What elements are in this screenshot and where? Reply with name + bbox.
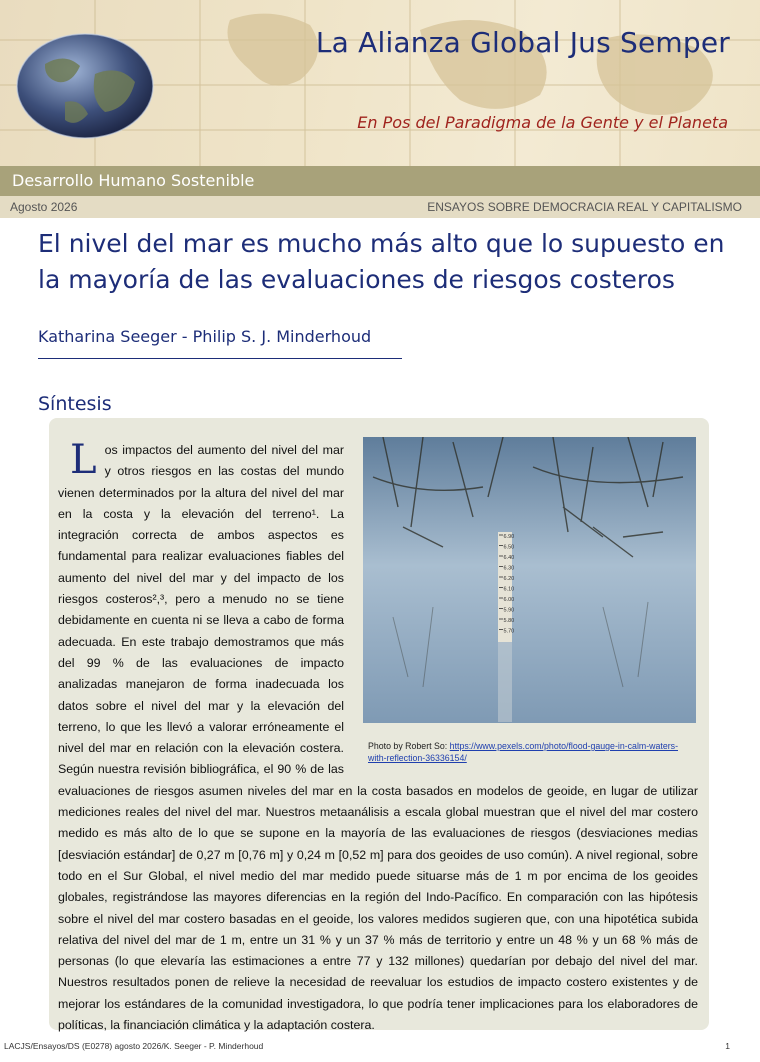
article-authors: Katharina Seeger - Philip S. J. Minderhoud bbox=[38, 327, 372, 346]
photo-credit-link[interactable]: https://www.pexels.com/photo/flood-gauge-in-calm-waters-with-reflection-36336154/ bbox=[368, 741, 678, 763]
gauge-label: 6.90 bbox=[503, 534, 515, 540]
gauge-label: 6.40 bbox=[503, 555, 515, 561]
header-banner bbox=[0, 0, 760, 166]
publication-date: Agosto 2026 bbox=[10, 200, 78, 214]
gauge-label: 6.20 bbox=[503, 576, 515, 582]
photo-credit-prefix: Photo by Robert So: bbox=[368, 741, 450, 751]
series-label: ENSAYOS SOBRE DEMOCRACIA REAL Y CAPITALISMO bbox=[427, 200, 742, 214]
footer-reference: LACJS/Ensayos/DS (E0278) agosto 2026/K. Seeger - P. Minderhoud bbox=[4, 1041, 264, 1051]
article-title: El nivel del mar es mucho más alto que lo supuesto en la mayoría de las evaluaciones de riesgos costeros bbox=[38, 229, 725, 294]
gauge-label: 6.00 bbox=[503, 597, 515, 603]
gauge-label: 6.10 bbox=[503, 586, 515, 593]
globe-logo-icon bbox=[10, 24, 160, 144]
abstract-heading: Síntesis bbox=[38, 393, 112, 415]
abstract-body: os impactos del aumento del nivel del mar y otros riesgos en las costas del mundo vienen determinados por la altura del nivel del mar en la costa y la elevación del terreno¹. La integración correcta de ambos aspectos es fundamental para realizar evaluaciones fiables del aumento del nivel del mar y del impacto de los riesgos costeros²,³, pero a menudo no se tiene debidamente en cuenta ni se lleva a cabo de forma adecuada. En este trabajo demostramos que más del 99 % de las evaluaciones de impacto analizadas manejaron de forma inadecuada los datos sobre el nivel del mar y la elevación del terreno, lo que les llevó a valorar erróneamente el nivel del mar en relación con la elevación costera. Según nuestra revisión bibliográfica, el 90 % de las evaluaciones de riesgos asumen niveles del mar en la costa basados en modelos de geoide, en lugar de utilizar mediciones reales del nivel del mar. Nuestros metaanálisis a escala global muestran que el nivel del mar costero medido es más alto de lo que se supone en la mayoría de las evaluaciones de riesgos (desviaciones medias [desviación estándar] de 0,27 m [0,76 m] y 0,24 m [0,52 m] para dos geoides de uso común). A nivel regional, sobre todo en el Sur Global, el nivel medio del mar medido puede situarse más de 1 m por encima de los geoides globales, registrándose las mayores diferencias en la región del Indo-Pacífico. En comparación con las hipótesis sobre el nivel del mar costero basadas en el geoide, los valores medidos sugieren que, con una hipotética subida relativa del nivel del mar de 1 m, entre un 31 % y un 37 % más de territorio y entre un 48 % y un 68 % más de personas (lo que elevaría las estimaciones a entre 77 y 132 millones) quedarían por debajo del nivel del mar. Nuestros resultados ponen de relieve la necesidad de reevaluar los estudios de impacto costero existentes y de mejorar los estándares de la comunidad investigadora, lo que podría tener implicaciones para los elaboradores de políticas, la financiación climática y la adaptación costera. bbox=[58, 443, 698, 1033]
flood-gauge-illustration bbox=[363, 437, 696, 723]
section-label: Desarrollo Humano Sostenible bbox=[12, 171, 255, 190]
site-title: La Alianza Global Jus Semper bbox=[315, 26, 730, 59]
site-tagline: En Pos del Paradigma de la Gente y el Planeta bbox=[357, 113, 728, 132]
section-bar bbox=[0, 166, 760, 196]
photo-credit bbox=[368, 740, 690, 764]
author-divider bbox=[38, 358, 402, 359]
gauge-label: 6.30 bbox=[503, 565, 515, 572]
gauge-label: 5.80 bbox=[503, 618, 515, 624]
date-bar bbox=[0, 196, 760, 218]
gauge-label: 6.50 bbox=[503, 544, 515, 551]
flood-gauge-photo bbox=[363, 437, 696, 723]
gauge-label: 5.70 bbox=[503, 628, 515, 635]
drop-cap: L bbox=[70, 437, 97, 483]
gauge-label: 5.90 bbox=[503, 607, 515, 614]
page-number: 1 bbox=[725, 1041, 730, 1051]
